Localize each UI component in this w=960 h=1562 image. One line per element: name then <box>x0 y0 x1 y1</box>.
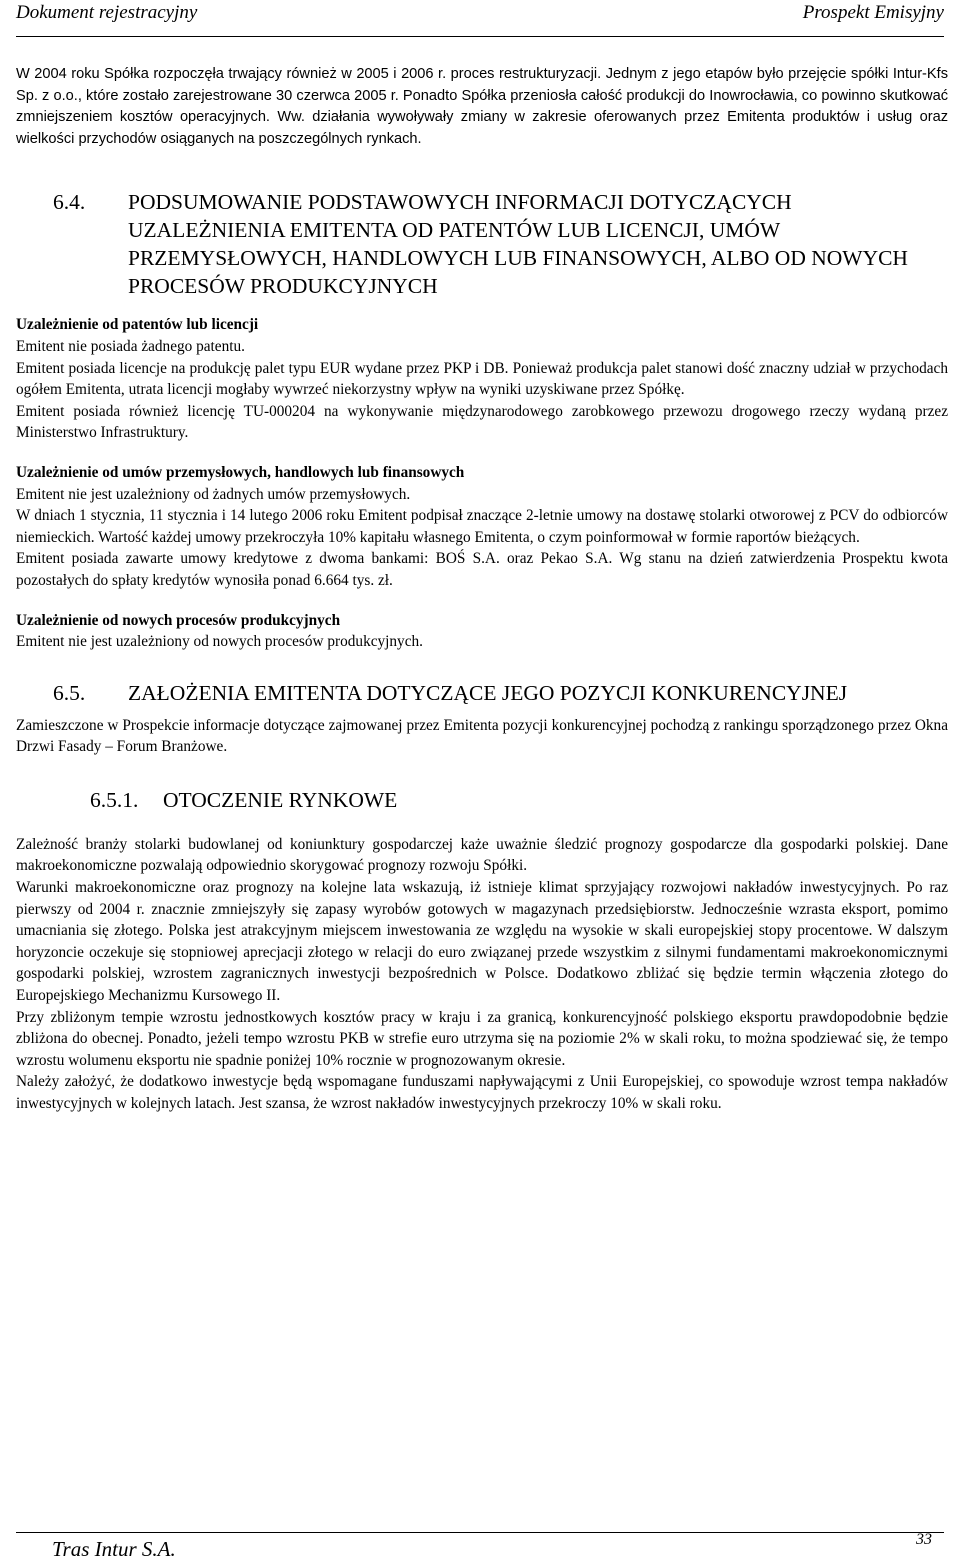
paragraph: W dniach 1 stycznia, 11 stycznia i 14 lutego 2006 roku Emitent podpisał znaczące 2-letnie umowy na dostawę stolarki otworowej z PCV do odbiorców niemieckich. Wartość każdej umowy przekroczyła 10% kapitału własnego Emitenta, o czym poinformował w formie raportów bieżących. <box>16 507 948 546</box>
section-6-4-heading <box>16 188 948 300</box>
section-6-5-heading <box>16 679 948 707</box>
section-number: 6.4. <box>53 190 86 215</box>
subsection-heading-agreements: Uzależnienie od umów przemysłowych, handlowych lub finansowych <box>16 463 465 481</box>
page-header <box>16 0 944 37</box>
paragraph: Emitent nie jest uzależniony od żadnych umów przemysłowych. <box>16 485 411 503</box>
footer-company-name: Tras Intur S.A. <box>52 1537 176 1561</box>
paragraph: Przy zbliżonym tempie wzrostu jednostkowych kosztów pracy w kraju i za granicą, konkurencyjność polskiego eksportu prawdopodobnie będzie zbliżona do obecnej. Ponadto, jeżeli tempo wzrostu PKB w strefie euro utrzyma się na poziomie 2% w skali roku, to można spodziewać się, że tempo wzrostu wolumenu eksportu nie spadnie poniżej 10% rocznie w prognozowanym okresie. <box>16 1008 948 1069</box>
paragraph: Zamieszczone w Prospekcie informacje dotyczące zajmowanej przez Emitenta pozycji konkurencyjnej pochodzą z rankingu sporządzonego przez Okna Drzwi Fasady – Forum Branżowe. <box>16 716 948 756</box>
header-document-type: Dokument rejestracyjny <box>16 2 198 23</box>
document-body <box>16 64 948 1115</box>
paragraph: Emitent posiada zawarte umowy kredytowe z dwoma bankami: BOŚ S.A. oraz Pekao S.A. Wg stanu na dzień zatwierdzenia Prospektu kwota pozostałych do spłaty kredytów wynosiła ponad 6.664 tys. zł. <box>16 550 948 589</box>
header-prospectus-label: Prospekt Emisyjny <box>802 2 944 23</box>
paragraph: Należy założyć, że dodatkowo inwestycje będą wspomagane funduszami napływającymi z Unii Europejskiej, co spowoduje wzrost tempa nakładów inwestycyjnych w kolejnych latach. Jest szansa, że wzrost nakładów inwestycyjnych przekroczy 10% w skali roku. <box>16 1073 948 1112</box>
section-number: 6.5. <box>53 680 86 705</box>
paragraph: Emitent nie posiada żadnego patentu. <box>16 337 245 355</box>
paragraph: Emitent nie jest uzależniony od nowych procesów produkcyjnych. <box>16 633 423 651</box>
page-number: 33 <box>916 1531 932 1548</box>
page-footer <box>16 1531 944 1561</box>
paragraph: Warunki makroekonomiczne oraz prognozy na kolejne lata wskazują, iż istnieje klimat sprzyjający rozwojowi nakładów inwestycyjnych. Po raz pierwszy od 2004 r. znacznie zmniejszyły się zapasy wyrobów gotowych w magazynach przedsiębiorstw. Jednocześnie wzrasta eksport, pomimo umacniania się złotego. Polska jest atrakcyjnym miejscem inwestowania ze względu na wysokie w skali europejskiej stopy procentowe. W dalszym horyzoncie oczekuje się stopniowej aprecjacji złotego w relacji do euro związanej przede wszystkim z silnymi fundamentami makroekonomicznymi gospodarki polskiej, wzrostem zagranicznych inwestycji bezpośrednich w Polsce. Dodatkowo zbliżać się będzie termin włączenia złotego do Europejskiego Mechanizmu Kursowego II. <box>16 879 948 1005</box>
section-number: 6.5.1. <box>90 787 139 812</box>
intro-paragraph: W 2004 roku Spółka rozpoczęła trwający również w 2005 i 2006 r. proces restrukturyzacji. Jednym z jego etapów było przejęcie spółki Intur-Kfs Sp. z o.o., które zostało zarejestrowane 30 czerwca 2005 r. Ponadto Spółka przeniosła całość produkcji do Inowrocławia, co powinno skutkować zmniejszeniem kosztów operacyjnych. Ww. działania wywoływały zmiany w zakresie oferowanych przez Emitenta produktów i usług oraz wielkości przychodów osiąganych na poszczególnych rynkach. <box>16 66 948 147</box>
section-title: OTOCZENIE RYNKOWE <box>163 787 398 812</box>
subsection-heading-patents: Uzależnienie od patentów lub licencji <box>16 316 259 334</box>
section-title: PODSUMOWANIE PODSTAWOWYCH INFORMACJI DOTYCZĄCYCH UZALEŻNIENIA EMITENTA OD PATENTÓW LUB LICENCJI, UMÓW PRZEMYSŁOWYCH, HANDLOWYCH LUB FINANSOWYCH, ALBO OD NOWYCH PROCESÓW PRODUKCYJNYCH <box>128 190 908 299</box>
paragraph: Emitent posiada również licencję TU-000204 na wykonywanie międzynarodowego zarobkowego przewozu drogowego rzeczy wydaną przez Ministerstwo Infrastruktury. <box>16 402 948 442</box>
subsection-heading-processes: Uzależnienie od nowych procesów produkcyjnych <box>16 611 341 629</box>
paragraph: Emitent posiada licencje na produkcję palet typu EUR wydane przez PKP i DB. Ponieważ produkcja palet stanowi dość znaczny udział w przychodach ogółem Emitenta, utrata licencji mogłaby wywrzeć niekorzystny wpływ na wyniki uzyskiwane przez Spółkę. <box>16 359 948 399</box>
section-title: ZAŁOŻENIA EMITENTA DOTYCZĄCE JEGO POZYCJI KONKURENCYJNEJ <box>128 680 848 705</box>
section-6-5-1-heading <box>16 786 948 814</box>
paragraph: Zależność branży stolarki budowlanej od koniunktury gospodarczej każe uważnie śledzić prognozy gospodarcze dla gospodarki polskiej. Dane makroekonomiczne pozwalają odpowiednio skorygować prognozy rozwoju Spółki. <box>16 835 948 875</box>
